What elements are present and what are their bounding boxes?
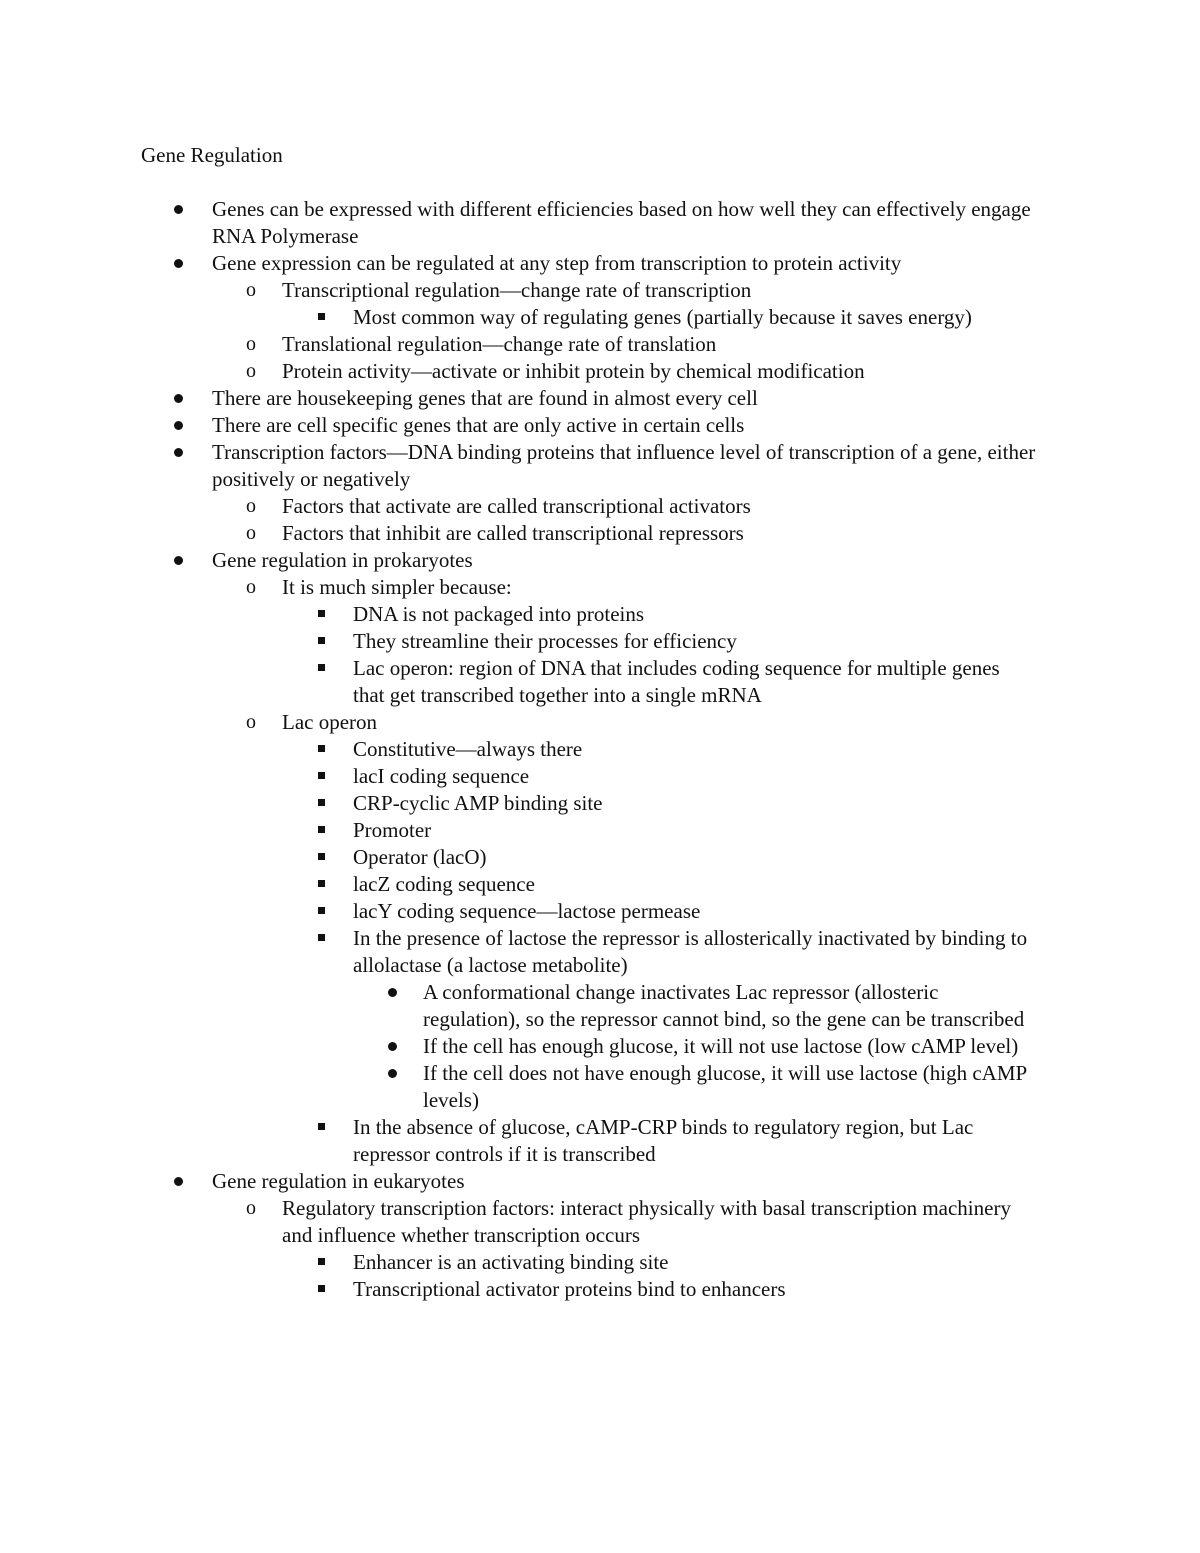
square-bullet-icon (318, 664, 325, 671)
outline-item-level-3 (0, 817, 1033, 844)
outline-item-level-2 (0, 493, 1012, 520)
outline-item-text: Gene expression can be regulated at any step from transcription to protein activity (212, 251, 902, 275)
outline-item-text: Genes can be expressed with different efficiencies based on how well they can effectively engage RNA Polymerase (212, 197, 1031, 248)
hollow-circle-bullet-icon: o (246, 333, 256, 355)
square-bullet-icon (318, 880, 325, 887)
square-bullet-icon (318, 610, 325, 617)
outline-item-text: Promoter (353, 818, 432, 842)
outline-item-text: Most common way of regulating genes (partially because it saves energy) (353, 305, 972, 329)
outline-item-level-4 (0, 1033, 1038, 1060)
hollow-circle-bullet-icon: o (246, 1197, 256, 1219)
round-bullet-icon (174, 394, 183, 403)
outline-item-text: Transcription factors—DNA binding proteins that influence level of transcription of a gene, either positively or negatively (212, 440, 1036, 491)
hollow-circle-bullet-icon: o (246, 576, 256, 598)
outline-item-text: Regulatory transcription factors: interact physically with basal transcription machinery and influence whether transcription occurs (282, 1196, 1011, 1247)
outline-item-level-2 (0, 709, 1012, 736)
outline-item-text: lacZ coding sequence (353, 872, 535, 896)
outline-item-level-3 (0, 898, 1033, 925)
outline-item-level-2 (0, 574, 1012, 601)
outline-item-level-2 (0, 520, 1012, 547)
outline-item-level-2 (0, 1195, 1012, 1249)
outline-item-level-3 (0, 655, 1033, 709)
outline-item-level-3 (0, 601, 1033, 628)
outline-item-level-1 (0, 439, 1062, 493)
hollow-circle-bullet-icon: o (246, 495, 256, 517)
outline-item-text: Transcriptional activator proteins bind to enhancers (353, 1277, 786, 1301)
outline-item-level-3 (0, 871, 1033, 898)
round-bullet-icon (388, 1042, 397, 1051)
outline-item-text: Operator (lacO) (353, 845, 487, 869)
outline-item-level-4 (0, 1060, 1038, 1114)
outline-item-text: Enhancer is an activating binding site (353, 1250, 669, 1274)
outline-item-level-3 (0, 1276, 1033, 1303)
outline-item-text: Factors that inhibit are called transcriptional repressors (282, 521, 744, 545)
outline-item-text: In the presence of lactose the repressor is allosterically inactivated by binding to allolactase (a lactose metabolite) (353, 926, 1028, 977)
outline-item-level-1 (0, 385, 1062, 412)
round-bullet-icon (388, 988, 397, 997)
outline-item-text: There are housekeeping genes that are found in almost every cell (212, 386, 758, 410)
outline-item-text: Lac operon: region of DNA that includes coding sequence for multiple genes that get transcribed together into a single mRNA (353, 656, 1000, 707)
outline-item-level-3 (0, 844, 1033, 871)
outline-item-level-3 (0, 1249, 1033, 1276)
round-bullet-icon (174, 421, 183, 430)
outline-item-level-1 (0, 196, 1062, 250)
outline-item-level-2 (0, 277, 1012, 304)
outline-item-text: If the cell does not have enough glucose, it will use lactose (high cAMP levels) (423, 1061, 1027, 1112)
outline-item-text: It is much simpler because: (282, 575, 512, 599)
outline-item-text: Gene regulation in eukaryotes (212, 1169, 465, 1193)
outline-item-text: lacY coding sequence—lactose permease (353, 899, 701, 923)
round-bullet-icon (174, 259, 183, 268)
outline-item-level-3 (0, 628, 1033, 655)
hollow-circle-bullet-icon: o (246, 711, 256, 733)
outline-item-text: A conformational change inactivates Lac repressor (allosteric regulation), so the repressor cannot bind, so the gene can be transcribed (423, 980, 1025, 1031)
outline-item-level-3 (0, 1114, 1033, 1168)
outline-item-level-1 (0, 547, 1062, 574)
outline-item-text: CRP-cyclic AMP binding site (353, 791, 603, 815)
outline-item-level-3 (0, 736, 1033, 763)
square-bullet-icon (318, 1285, 325, 1292)
outline-item-text: Factors that activate are called transcriptional activators (282, 494, 751, 518)
outline-item-text: lacI coding sequence (353, 764, 530, 788)
outline-list (0, 196, 1200, 1303)
square-bullet-icon (318, 826, 325, 833)
outline-item-level-1 (0, 1168, 1062, 1195)
outline-item-text: Translational regulation—change rate of translation (282, 332, 717, 356)
outline-item-text: Lac operon (282, 710, 378, 734)
square-bullet-icon (318, 799, 325, 806)
outline-item-level-2 (0, 358, 1012, 385)
outline-item-text: There are cell specific genes that are only active in certain cells (212, 413, 745, 437)
square-bullet-icon (318, 745, 325, 752)
hollow-circle-bullet-icon: o (246, 279, 256, 301)
hollow-circle-bullet-icon: o (246, 522, 256, 544)
square-bullet-icon (318, 772, 325, 779)
round-bullet-icon (174, 205, 183, 214)
square-bullet-icon (318, 1258, 325, 1265)
outline-item-level-1 (0, 412, 1062, 439)
outline-item-text: DNA is not packaged into proteins (353, 602, 645, 626)
square-bullet-icon (318, 853, 325, 860)
square-bullet-icon (318, 637, 325, 644)
outline-item-text: Gene regulation in prokaryotes (212, 548, 473, 572)
outline-item-text: In the absence of glucose, cAMP-CRP binds to regulatory region, but Lac repressor controls if it is transcribed (353, 1115, 974, 1166)
outline-item-text: Transcriptional regulation—change rate of transcription (282, 278, 752, 302)
outline-item-level-3 (0, 790, 1033, 817)
square-bullet-icon (318, 1123, 325, 1130)
round-bullet-icon (388, 1069, 397, 1078)
round-bullet-icon (174, 1177, 183, 1186)
outline-item-text: They streamline their processes for efficiency (353, 629, 737, 653)
square-bullet-icon (318, 907, 325, 914)
square-bullet-icon (318, 313, 325, 320)
round-bullet-icon (174, 556, 183, 565)
page-title: Gene Regulation (141, 143, 283, 167)
square-bullet-icon (318, 934, 325, 941)
outline-item-level-1 (0, 250, 1062, 277)
outline-item-text: Protein activity—activate or inhibit protein by chemical modification (282, 359, 865, 383)
outline-item-level-3 (0, 763, 1033, 790)
outline-item-level-4 (0, 979, 1038, 1033)
round-bullet-icon (174, 448, 183, 457)
outline-item-level-3 (0, 925, 1033, 979)
outline-item-level-2 (0, 331, 1012, 358)
hollow-circle-bullet-icon: o (246, 360, 256, 382)
outline-item-text: If the cell has enough glucose, it will not use lactose (low cAMP level) (423, 1034, 1019, 1058)
outline-item-text: Constitutive—always there (353, 737, 583, 761)
outline-item-level-3 (0, 304, 1033, 331)
